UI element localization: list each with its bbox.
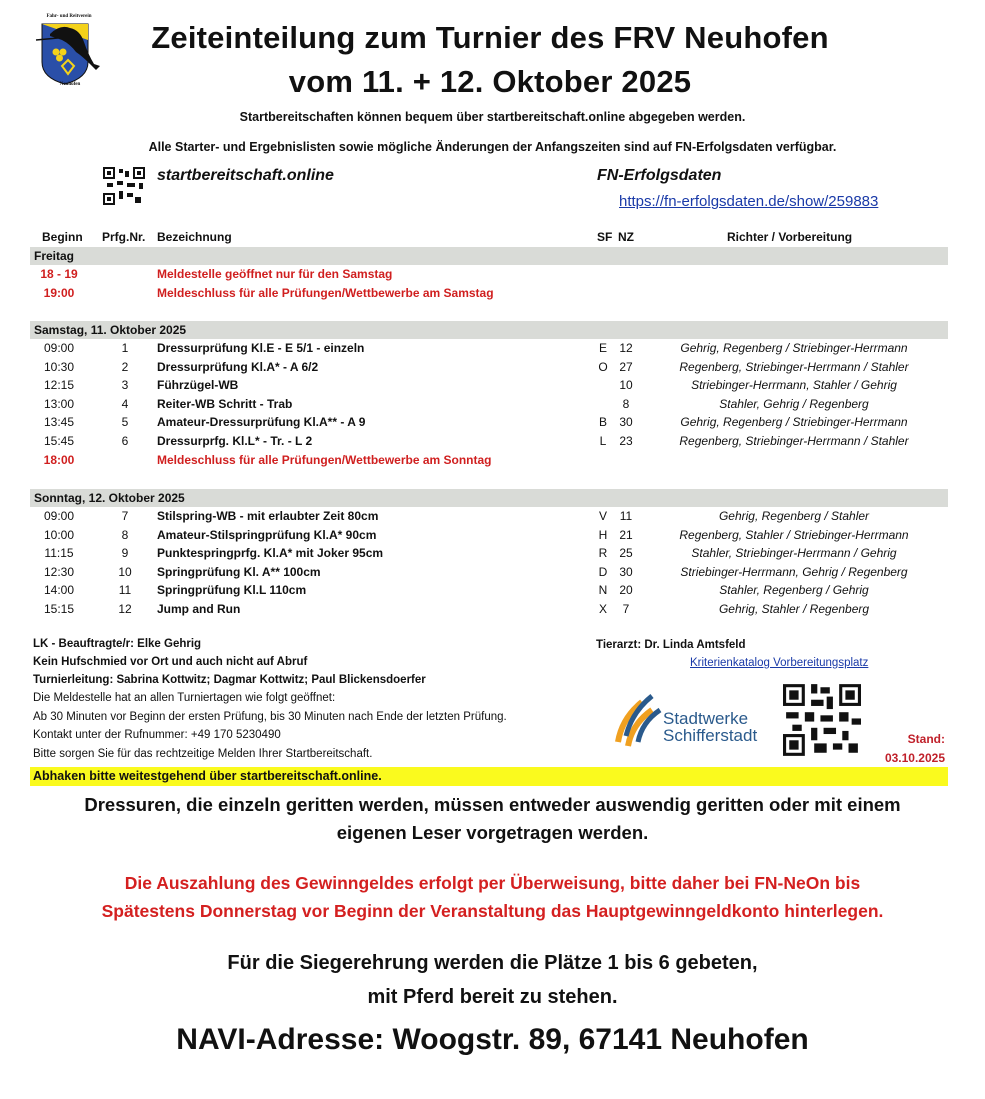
exam-number: 11 xyxy=(118,583,132,598)
schedule-row xyxy=(0,581,985,599)
schedule-row xyxy=(0,526,985,544)
schedule-row xyxy=(0,358,985,376)
schedule-notice-row xyxy=(0,451,985,469)
exam-name: Amateur-Dressurprüfung Kl.A** - A 9 xyxy=(157,415,366,430)
column-header-bezeichnung: Bezeichnung xyxy=(157,230,232,244)
exam-name: Führzügel-WB xyxy=(157,378,239,393)
exam-name: Stilspring-WB - mit erlaubter Zeit 80cm xyxy=(157,509,379,523)
exam-name: Reiter-WB Schritt - Trab xyxy=(157,396,293,411)
begin-time: 15:45 xyxy=(43,434,75,448)
sf-code: H xyxy=(598,527,608,542)
turnierleitung: Turnierleitung: Sabrina Kottwitz; Dagmar Kottwitz; Paul Blickensdoerfer xyxy=(33,674,426,686)
stand-label: Stand: xyxy=(907,732,945,746)
page-title-date: vom 11. + 12. Oktober 2025 xyxy=(288,64,692,99)
siegerehrung-note-line1: Für die Siegerehrung werden die Plätze 1 bis 6 gebeten, xyxy=(227,952,758,974)
nz-count: 23 xyxy=(619,434,633,448)
judges: Regenberg, Striebinger-Herrmann / Stahler xyxy=(679,359,909,374)
schedule-row xyxy=(0,544,985,562)
club-name: Fahr- und Reitverein xyxy=(46,14,92,19)
exam-name: Meldestelle geöffnet nur für den Samstag xyxy=(157,267,393,281)
judges: Stahler, Regenberg / Gehrig xyxy=(719,583,869,598)
column-header-begin: Beginn xyxy=(42,230,83,244)
tierarzt: Tierarzt: Dr. Linda Amtsfeld xyxy=(596,639,746,651)
qr-code-icon xyxy=(103,167,145,205)
exam-name: Jump and Run xyxy=(157,602,241,616)
schedule-row xyxy=(0,376,985,394)
schedule-notice-row xyxy=(0,284,985,302)
nz-count: 30 xyxy=(619,564,633,579)
judges: Gehrig, Stahler / Regenberg xyxy=(718,602,870,616)
begin-time: 13:45 xyxy=(43,415,75,430)
nz-count: 30 xyxy=(619,415,633,430)
column-header-nr: Prfg.Nr. xyxy=(102,230,146,244)
meldestelle-zeiten: Ab 30 Minuten vor Beginn der ersten Prüfung, bis 30 Minuten nach Ende der letzten Prüfung. xyxy=(33,711,507,723)
sf-code: D xyxy=(598,564,608,579)
exam-number: 12 xyxy=(118,602,132,616)
begin-time: 10:00 xyxy=(43,527,75,542)
exam-name: Amateur-Stilspringprüfung Kl.A* 90cm xyxy=(157,527,377,542)
exam-number: 2 xyxy=(121,359,129,374)
hufschmied-note: Kein Hufschmied vor Ort und auch nicht auf Abruf xyxy=(33,656,308,668)
fn-erfolgsdaten-link[interactable]: https://fn-erfolgsdaten.de/show/259883 xyxy=(619,193,879,210)
exam-name: Meldeschluss für alle Prüfungen/Wettbewerbe am Sonntag xyxy=(157,452,492,467)
kontakt-telefon: Kontakt unter der Rufnummer: +49 170 5230490 xyxy=(33,729,281,741)
day-header: Samstag, 11. Oktober 2025 xyxy=(30,321,948,339)
lk-beauftragte: LK - Beauftragte/r: Elke Gehrig xyxy=(33,638,202,650)
sf-code: B xyxy=(598,415,607,430)
exam-number: 8 xyxy=(121,527,129,542)
stand-date: 03.10.2025 xyxy=(884,751,945,765)
exam-name: Dressurprüfung Kl.A* - A 6/2 xyxy=(157,359,319,374)
nz-count: 20 xyxy=(619,583,633,598)
exam-number: 4 xyxy=(121,396,129,411)
sponsor-name-line1: Stadtwerke xyxy=(663,709,749,728)
judges: Gehrig, Regenberg / Striebinger-Herrmann xyxy=(680,415,908,430)
navi-address: NAVI-Adresse: Woogstr. 89, 67141 Neuhofen xyxy=(176,1023,809,1056)
startbereitschaft-link-label: startbereitschaft.online xyxy=(157,167,334,184)
judges: Gehrig, Regenberg / Stahler xyxy=(718,509,870,523)
nz-count: 11 xyxy=(619,509,633,523)
judges: Regenberg, Striebinger-Herrmann / Stahler xyxy=(679,434,909,448)
fn-erfolgsdaten-label: FN-Erfolgsdaten xyxy=(597,167,722,184)
exam-name: Meldeschluss für alle Prüfungen/Wettbewerbe am Samstag xyxy=(157,285,494,300)
melden-hinweis: Bitte sorgen Sie für das rechtzeitige Melden Ihrer Startbereitschaft. xyxy=(33,748,373,760)
subtitle-erfolgsdaten: Alle Starter- und Ergebnislisten sowie mögliche Änderungen der Anfangszeiten sind auf FN-Erfolgsdaten verfügbar. xyxy=(148,140,837,154)
judges: Stahler, Striebinger-Herrmann / Gehrig xyxy=(691,546,897,561)
club-crest-icon xyxy=(30,14,110,90)
begin-time: 14:00 xyxy=(43,583,75,598)
dressur-note-line1: Dressuren, die einzeln geritten werden, müssen entweder auswendig geritten oder mit einem xyxy=(84,794,901,815)
exam-number: 5 xyxy=(121,415,129,430)
judges: Striebinger-Herrmann, Stahler / Gehrig xyxy=(691,378,897,393)
schedule-row xyxy=(0,507,985,525)
sf-code: L xyxy=(599,434,607,448)
sf-code: E xyxy=(598,341,607,355)
schedule-notice-row xyxy=(0,265,985,283)
day-header: Sonntag, 12. Oktober 2025 xyxy=(30,489,948,507)
siegerehrung-note-line2: mit Pferd bereit zu stehen. xyxy=(367,986,618,1008)
schedule-row xyxy=(0,339,985,357)
schedule-row xyxy=(0,395,985,413)
subtitle-startbereitschaft: Startbereitschaften können bequem über startbereitschaft.online abgegeben werden. xyxy=(239,110,746,124)
nz-count: 10 xyxy=(619,378,633,393)
sf-code: R xyxy=(598,546,608,561)
schedule-row xyxy=(0,600,985,618)
begin-time: 10:30 xyxy=(43,359,75,374)
schedule-row xyxy=(0,432,985,450)
sf-code: V xyxy=(598,509,607,523)
exam-name: Springprüfung Kl.L 110cm xyxy=(157,583,307,598)
begin-time: 18 - 19 xyxy=(40,267,78,281)
exam-number: 1 xyxy=(121,341,129,355)
nz-count: 27 xyxy=(619,359,633,374)
kriterienkatalog-link[interactable]: Kriterienkatalog Vorbereitungsplatz xyxy=(690,657,869,669)
sf-code: N xyxy=(598,583,608,598)
begin-time: 12:15 xyxy=(43,378,75,393)
sponsor-name-line2: Schifferstadt xyxy=(663,726,758,745)
nz-count: 8 xyxy=(622,396,630,411)
column-header-richter: Richter / Vorbereitung xyxy=(727,230,853,244)
sponsor-name xyxy=(663,710,757,744)
exam-number: 6 xyxy=(121,434,129,448)
column-header-nz: NZ xyxy=(618,230,634,244)
judges: Stahler, Gehrig / Regenberg xyxy=(719,396,869,411)
gewinngeld-note-line2: Spätestens Donnerstag vor Beginn der Veranstaltung das Hauptgewinngeldkonto hinterlegen. xyxy=(101,901,884,921)
begin-time: 11:15 xyxy=(44,546,74,561)
judges: Gehrig, Regenberg / Striebinger-Herrmann xyxy=(680,341,908,355)
abhaken-highlight: Abhaken bitte weitestgehend über startbereitschaft.online. xyxy=(30,767,948,786)
column-header-sf: SF xyxy=(597,230,613,244)
club-place: Neuhofen xyxy=(59,82,81,87)
exam-number: 9 xyxy=(121,546,129,561)
begin-time: 19:00 xyxy=(43,285,75,300)
sf-code: O xyxy=(598,359,608,374)
nz-count: 21 xyxy=(619,527,633,542)
schedule-row xyxy=(0,413,985,431)
exam-name: Springprüfung Kl. A** 100cm xyxy=(157,564,321,579)
page-title: Zeiteinteilung zum Turnier des FRV Neuhofen xyxy=(151,20,829,55)
sf-code: X xyxy=(598,602,607,616)
begin-time: 09:00 xyxy=(43,341,75,355)
nz-count: 7 xyxy=(622,602,630,616)
gewinngeld-note-line1: Die Auszahlung des Gewinngeldes erfolgt per Überweisung, bitte daher bei FN-NeOn bis xyxy=(124,873,861,893)
nz-count: 25 xyxy=(619,546,633,561)
exam-number: 3 xyxy=(121,378,129,393)
exam-number: 10 xyxy=(118,564,132,579)
begin-time: 12:30 xyxy=(43,564,75,579)
begin-time: 09:00 xyxy=(43,509,75,523)
qr-code-icon xyxy=(783,684,861,756)
exam-name: Punktespringprfg. Kl.A* mit Joker 95cm xyxy=(157,546,384,561)
exam-number: 7 xyxy=(121,509,129,523)
dressur-note-line2: eigenen Leser vorgetragen werden. xyxy=(336,822,649,843)
meldestelle-info: Die Meldestelle hat an allen Turniertagen wie folgt geöffnet: xyxy=(33,692,336,704)
begin-time: 13:00 xyxy=(43,396,75,411)
begin-time: 18:00 xyxy=(43,452,75,467)
begin-time: 15:15 xyxy=(43,602,75,616)
exam-name: Dressurprüfung Kl.E - E 5/1 - einzeln xyxy=(157,341,365,355)
day-header: Freitag xyxy=(30,247,948,265)
exam-name: Dressurprfg. Kl.L* - Tr. - L 2 xyxy=(157,434,313,448)
judges: Regenberg, Stahler / Striebinger-Herrmann xyxy=(679,527,909,542)
club-logo xyxy=(30,14,110,90)
schedule-row xyxy=(0,563,985,581)
judges: Striebinger-Herrmann, Gehrig / Regenberg xyxy=(680,564,908,579)
nz-count: 12 xyxy=(619,341,633,355)
